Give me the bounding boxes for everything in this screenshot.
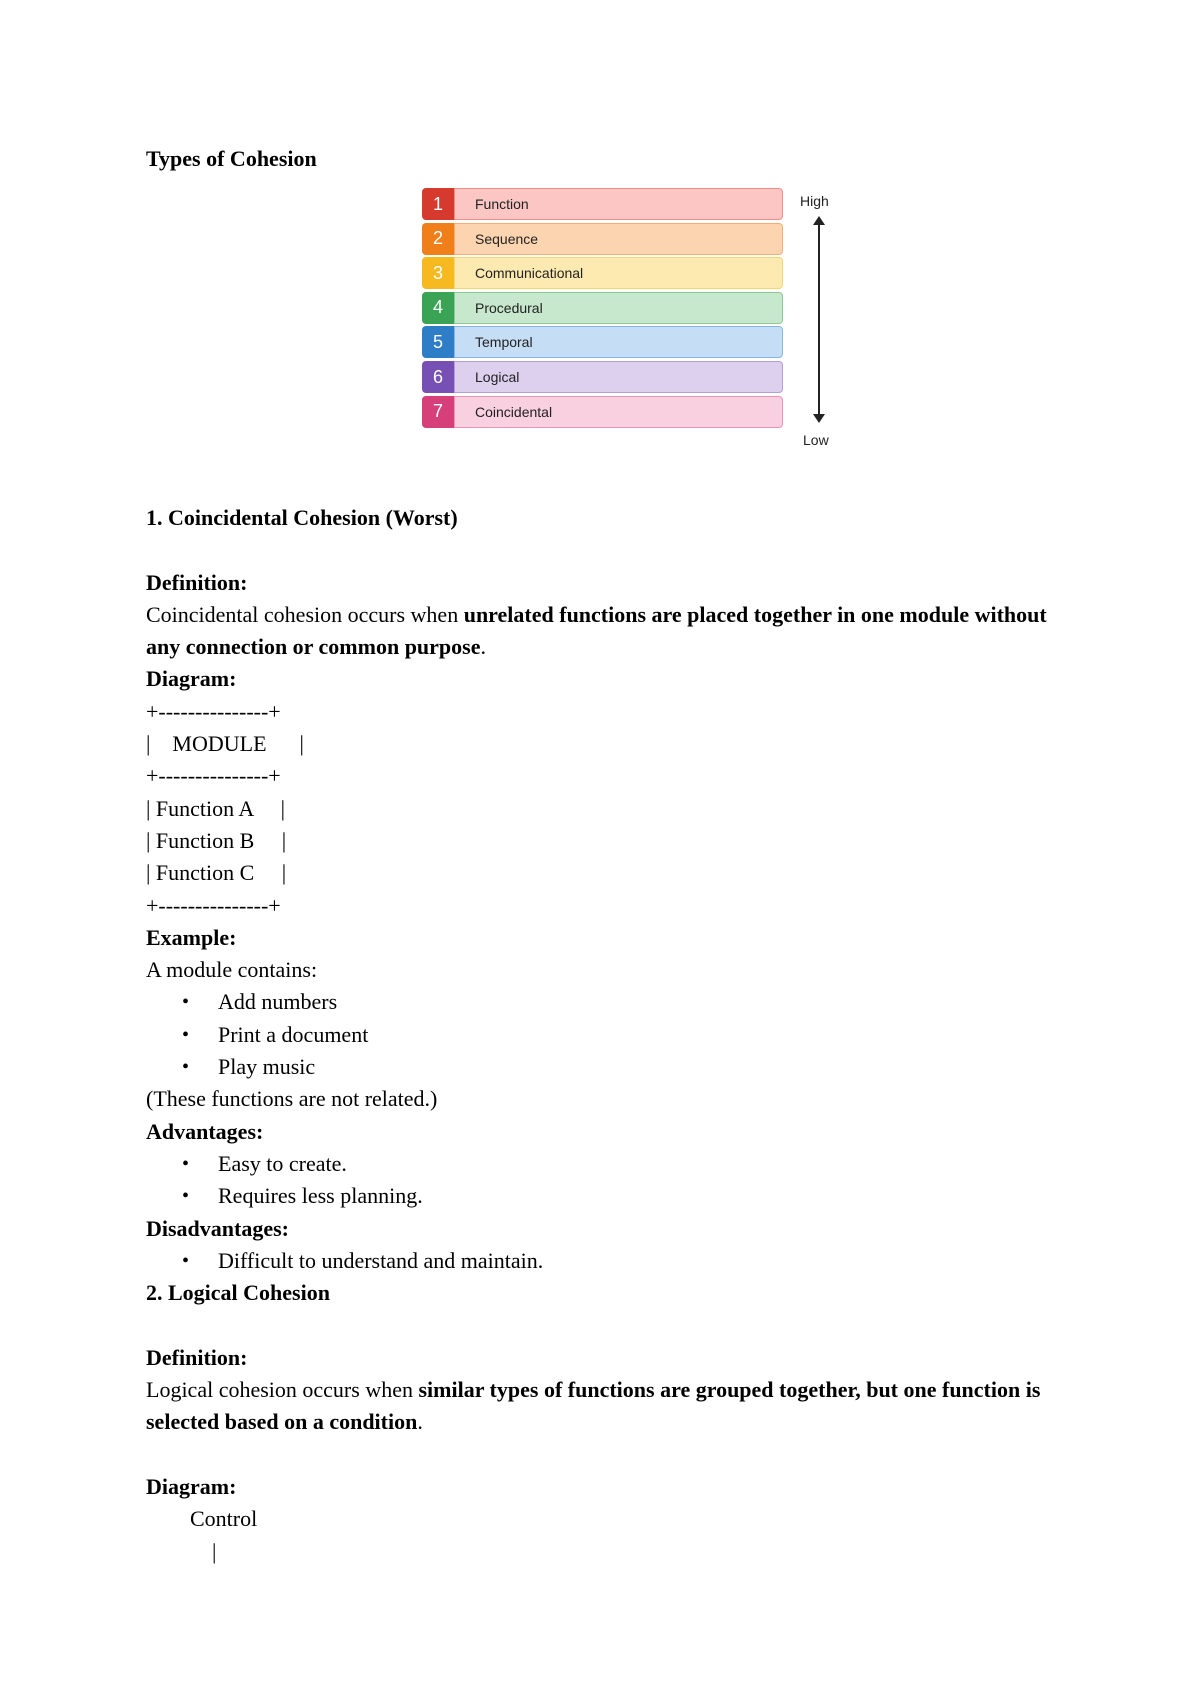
cohesion-level-6 — [422, 361, 783, 393]
section-1-advantages-label: Advantages: — [146, 1118, 264, 1144]
level-number-badge: 5 — [422, 326, 454, 358]
diagram-line: Control — [146, 1506, 258, 1532]
level-bar — [454, 396, 783, 428]
diagram-line: | — [146, 1538, 217, 1564]
level-label: Logical — [475, 369, 520, 385]
level-label: Procedural — [475, 299, 543, 316]
spacer — [146, 534, 1076, 566]
level-number-badge: 3 — [422, 257, 454, 289]
level-number-badge: 2 — [422, 223, 454, 255]
section-2-definition — [146, 1374, 1076, 1439]
definition-text: Logical cohesion occurs when — [146, 1377, 419, 1403]
section-1-example-note: (These functions are not related.) — [146, 1086, 438, 1112]
level-bar — [454, 223, 783, 255]
diagram-line: | Function A | — [146, 795, 285, 821]
cohesion-level-2 — [422, 223, 783, 255]
level-bar — [454, 188, 783, 220]
section-1-heading: 1. Coincidental Cohesion (Worst) — [146, 505, 458, 530]
section-1-diagram — [146, 696, 1076, 922]
cohesion-level-1 — [422, 188, 783, 220]
section-1-example-label: Example: — [146, 924, 237, 950]
definition-end: . — [480, 634, 486, 660]
section-2-heading: 2. Logical Cohesion — [146, 1280, 330, 1306]
level-label: Coincidental — [475, 403, 553, 420]
level-number-badge: 4 — [422, 292, 454, 324]
section-2-diagram — [146, 1503, 1076, 1568]
list-item: • Play music — [146, 1051, 1076, 1083]
document-body — [146, 502, 1076, 1568]
section-2-diagram-label: Diagram: — [146, 1473, 237, 1499]
section-1-disadvantages-list — [146, 1245, 1076, 1277]
section-2-definition-label: Definition: — [146, 1344, 248, 1370]
list-item: • Print a document — [146, 1019, 1076, 1051]
level-bar — [454, 361, 783, 393]
scale-arrow-line — [818, 222, 820, 418]
level-label: Function — [475, 196, 529, 212]
section-1-advantages-list — [146, 1148, 1076, 1213]
cohesion-level-7 — [422, 396, 783, 428]
cohesion-level-4 — [422, 292, 783, 324]
section-1-example-intro: A module contains: — [146, 957, 318, 983]
arrow-down-icon — [813, 414, 825, 423]
scale-high-label: High — [800, 193, 829, 209]
cohesion-level-5 — [422, 326, 783, 358]
level-number-badge: 7 — [422, 396, 454, 428]
section-1-diagram-label: Diagram: — [146, 666, 237, 692]
diagram-line: | Function B | — [146, 827, 287, 853]
list-item: • Add numbers — [146, 986, 1076, 1018]
diagram-line: +---------------+ — [146, 698, 281, 724]
definition-text: Coincidental cohesion occurs when — [146, 601, 464, 627]
level-number-badge: 6 — [422, 361, 454, 393]
level-bar — [454, 257, 783, 289]
diagram-line: +---------------+ — [146, 763, 281, 789]
diagram-line: | Function C | — [146, 860, 287, 886]
section-1-example-list — [146, 986, 1076, 1083]
section-1-disadvantages-label: Disadvantages: — [146, 1215, 290, 1241]
definition-emphasis: unrelated functions are placed together in one module without any connection or common purpose — [146, 601, 1047, 660]
cohesion-levels-figure — [422, 188, 850, 460]
cohesion-level-3 — [422, 257, 783, 289]
spacer — [146, 1309, 1076, 1341]
document-title: Types of Cohesion — [146, 146, 317, 171]
definition-emphasis: similar types of functions are grouped together, but one function is selected based on a condition — [146, 1377, 1041, 1435]
level-number-badge: 1 — [422, 188, 454, 220]
level-label: Sequence — [475, 230, 539, 247]
section-1-definition-label: Definition: — [146, 569, 248, 595]
diagram-line: +---------------+ — [146, 892, 281, 918]
spacer — [146, 1439, 1076, 1471]
level-label: Communicational — [475, 265, 584, 282]
scale-low-label: Low — [803, 432, 829, 448]
diagram-line: | MODULE | — [146, 731, 304, 757]
list-item: • Easy to create. — [146, 1148, 1076, 1180]
list-item: • Difficult to understand and maintain. — [146, 1245, 1076, 1277]
level-label: Temporal — [475, 334, 533, 351]
level-bar — [454, 326, 783, 358]
level-bar — [454, 292, 783, 324]
section-1-definition — [146, 599, 1076, 664]
list-item: • Requires less planning. — [146, 1180, 1076, 1212]
definition-end: . — [417, 1409, 423, 1435]
